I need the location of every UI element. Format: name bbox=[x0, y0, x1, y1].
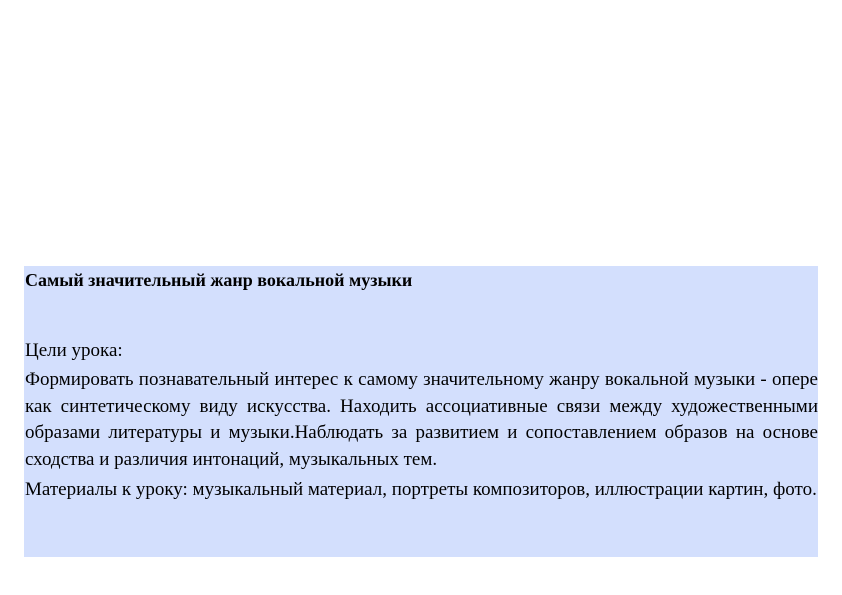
lesson-text-block bbox=[24, 266, 818, 557]
materials-paragraph: Материалы к уроку: музыкальный материал, портреты композиторов, иллюстрации картин, фото. bbox=[25, 479, 817, 501]
lesson-title: Самый значительный жанр вокальной музыки bbox=[25, 270, 413, 290]
goals-label: Цели урока: bbox=[25, 340, 123, 361]
goals-paragraph: Формировать познавательный интерес к самому значительному жанру вокальной музыки - опере как синтетическому виду искусства. Находить ассоциативные связи между художественными образами литературы и музыки.Наблюдать за развитием и сопоставлением образов на основе сходства и различия интонаций, музыкальных тем. bbox=[25, 369, 818, 470]
spacer bbox=[25, 291, 818, 339]
